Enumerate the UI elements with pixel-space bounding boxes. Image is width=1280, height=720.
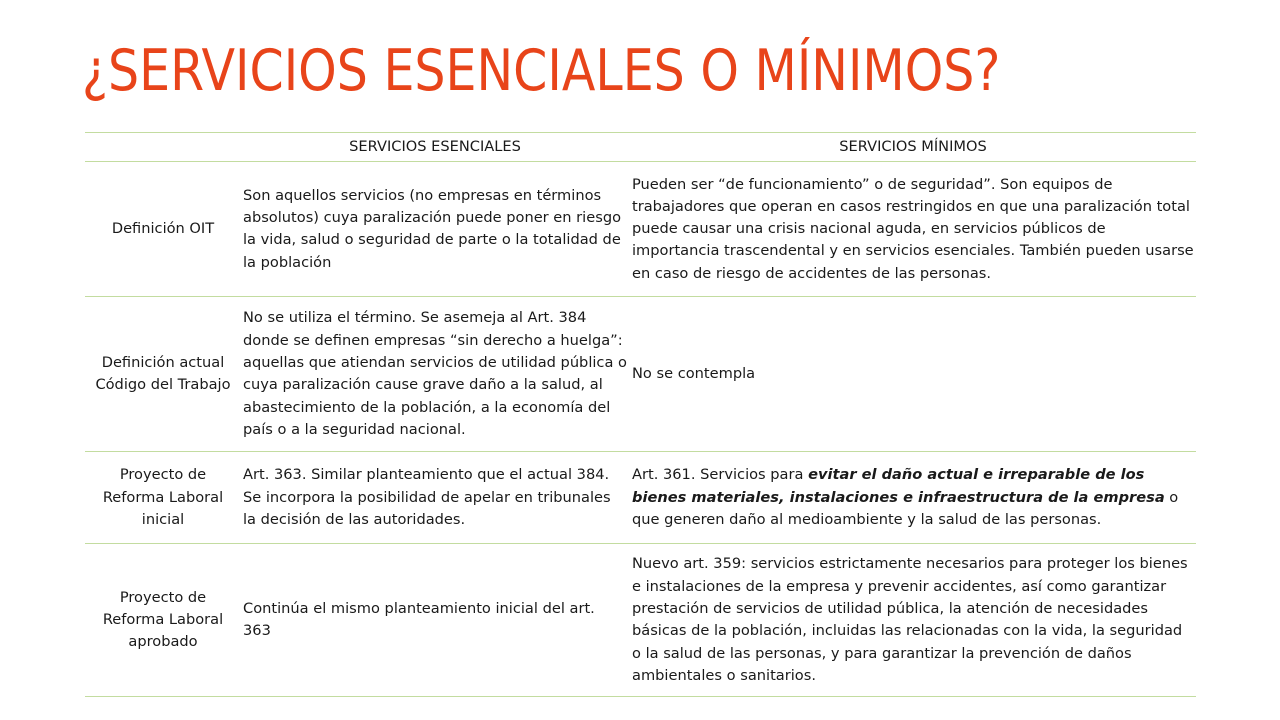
row-label: Proyecto de Reforma Laboral inicial bbox=[85, 452, 240, 544]
cell-esenciales: No se utiliza el término. Se asemeja al Art. 384 donde se definen empresas “sin derecho a huelga”: aquellas que atiendan servicios de utilidad pública o cuya paralización cause grave daño a la salud, al abastecimiento de la población, a la economía del país o a la seguridad nacional. bbox=[240, 297, 629, 452]
table-row bbox=[85, 297, 1196, 452]
cell-esenciales: Art. 363. Similar planteamiento que el actual 384. Se incorpora la posibilidad de apelar en tribunales la decisión de las autoridades. bbox=[240, 452, 629, 544]
table-row bbox=[85, 452, 1196, 544]
row-label: Definición OIT bbox=[85, 162, 240, 297]
minimos-text-pre: Art. 361. Servicios para bbox=[632, 466, 809, 484]
cell-esenciales: Son aquellos servicios (no empresas en términos absolutos) cuya paralización puede poner en riesgo la vida, salud o seguridad de parte o la totalidad de la población bbox=[240, 162, 629, 297]
slide-title: ¿SERVICIOS ESENCIALES O MÍNIMOS? bbox=[82, 38, 1001, 104]
cell-minimos: Pueden ser “de funcionamiento” o de seguridad”. Son equipos de trabajadores que operan en casos restringidos en que una paralización total puede causar una crisis nacional aguda, en servicios públicos de importancia trascendental y en servicios esenciales. También pueden usarse en caso de riesgo de accidentes de las personas. bbox=[629, 162, 1196, 297]
row-label: Proyecto de Reforma Laboral aprobado bbox=[85, 544, 240, 697]
table-row bbox=[85, 162, 1196, 297]
table-row bbox=[85, 544, 1196, 697]
row-label: Definición actual Código del Trabajo bbox=[85, 297, 240, 452]
minimos-text-emphasis: evitar el daño actual e irreparable de los bienes materiales, instalaciones e infraestructura de la empresa bbox=[632, 466, 1165, 506]
table-header-row bbox=[85, 133, 1196, 162]
header-empty bbox=[85, 133, 240, 162]
comparison-table bbox=[85, 132, 1196, 697]
cell-minimos: Nuevo art. 359: servicios estrictamente necesarios para proteger los bienes e instalaciones de la empresa y prevenir accidentes, así como garantizar prestación de servicios de utilidad pública, la atención de necesidades básicas de la población, incluidas las relacionadas con la vida, la seguridad o la salud de las personas, y para garantizar la prevención de daños ambientales o sanitarios. bbox=[629, 544, 1196, 697]
header-servicios-minimos: SERVICIOS MÍNIMOS bbox=[629, 133, 1196, 162]
minimos-text-post: o que generen daño al medioambiente y la salud de las personas. bbox=[632, 488, 1179, 528]
header-servicios-esenciales: SERVICIOS ESENCIALES bbox=[240, 133, 629, 162]
cell-minimos bbox=[629, 452, 1196, 544]
cell-minimos: No se contempla bbox=[629, 297, 1196, 452]
cell-esenciales: Continúa el mismo planteamiento inicial del art. 363 bbox=[240, 544, 629, 697]
